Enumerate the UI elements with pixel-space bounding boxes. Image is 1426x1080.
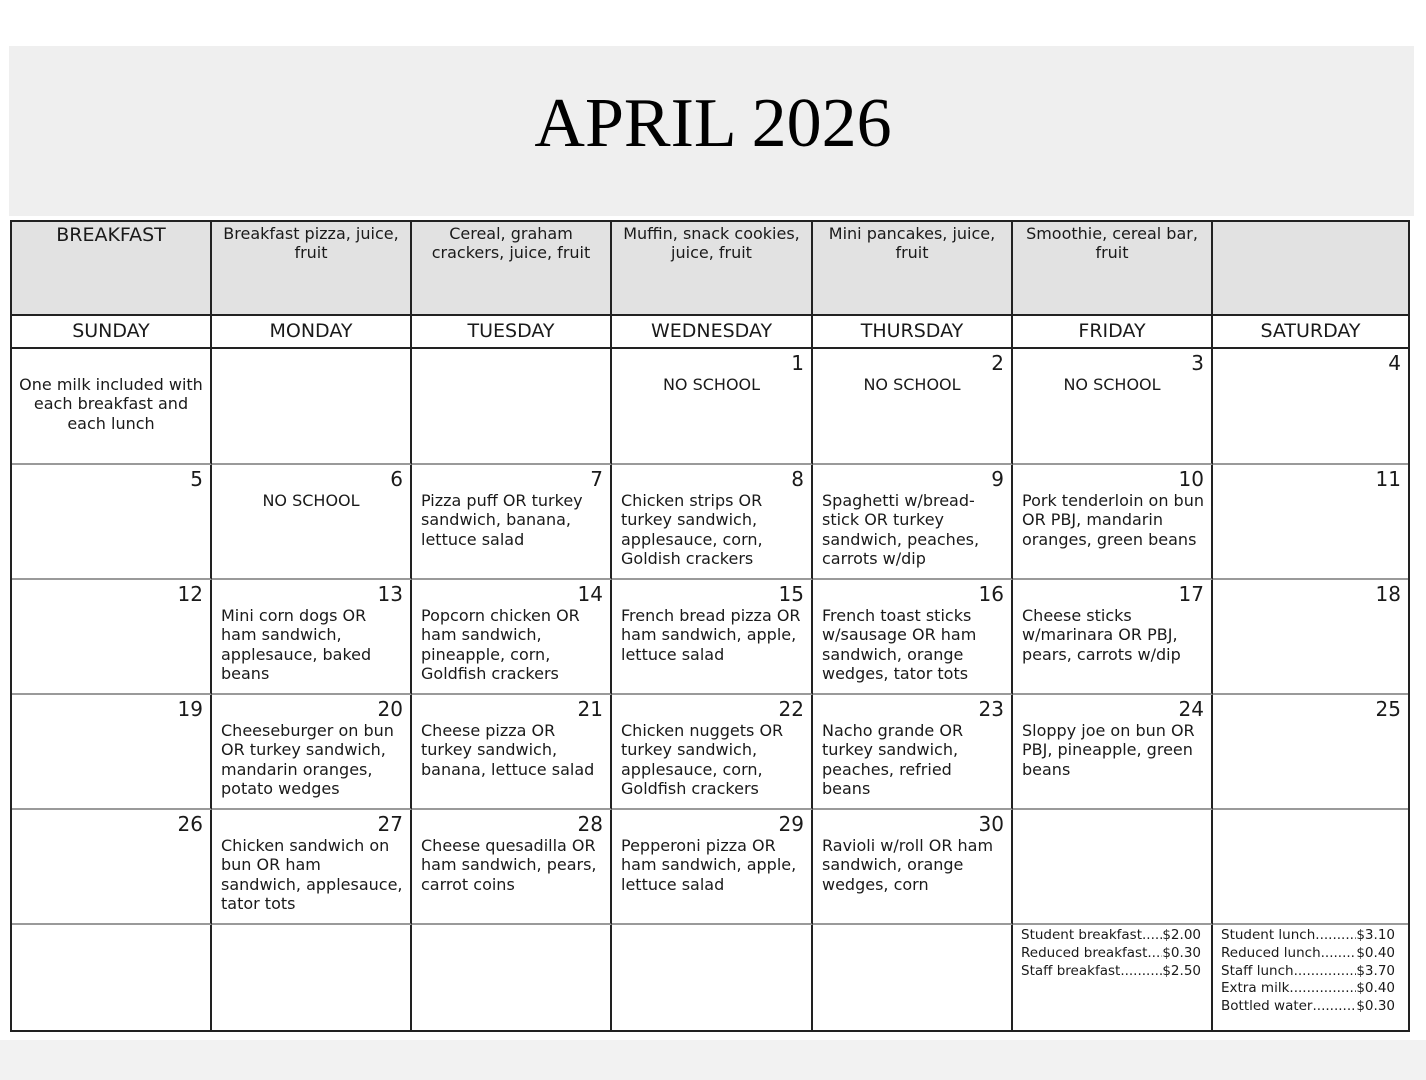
price-label: Student lunch [1221,927,1316,943]
dot-leader [1289,980,1356,998]
day-cell [1213,349,1408,465]
day-cell [212,695,412,810]
day-cell [1013,695,1213,810]
price-label: Staff lunch [1221,962,1294,979]
milk-note: One milk included with each breakfast and each lunch [19,375,203,433]
price-line [1221,927,1395,945]
breakfast-prices-cell [1013,925,1213,1030]
day-number: 1 [791,351,804,375]
day-number: 26 [177,812,203,836]
dot-leader [1315,927,1356,945]
day-cell [813,695,1013,810]
day-cell [412,465,612,580]
day-menu: Chicken sandwich on bun OR ham sandwich, applesauce, tator tots [221,836,403,913]
dot-leader [1294,963,1357,981]
day-menu: NO SCHOOL [262,491,360,510]
day-cell [12,465,212,580]
day-cell [1213,695,1408,810]
day-number: 16 [978,582,1004,606]
price-value: $0.30 [1356,998,1395,1015]
day-number: 4 [1388,351,1401,375]
day-cell [1013,810,1213,925]
day-menu: Pepperoni pizza OR ham sandwich, apple, lettuce salad [621,836,797,894]
lunch-price-list [1221,927,1395,1016]
day-menu: Popcorn chicken OR ham sandwich, pineapple, corn, Goldfish crackers [421,606,580,683]
price-label: Staff breakfast [1021,962,1121,979]
day-cell [612,465,813,580]
day-number: 7 [590,467,603,491]
price-label: Bottled water [1221,998,1313,1015]
price-value: $0.40 [1356,980,1395,997]
breakfast-price-list [1021,927,1201,980]
day-cell [813,580,1013,695]
day-menu: French bread pizza OR ham sandwich, apple, lettuce salad [621,606,801,664]
day-menu: Nacho grande OR turkey sandwich, peaches, refried beans [822,721,964,798]
day-cell [813,925,1013,1030]
price-label: Student breakfast [1021,927,1143,943]
day-number: 8 [791,467,804,491]
price-line [1021,963,1201,981]
day-menu: French toast sticks w/sausage OR ham sandwich, orange wedges, tator tots [822,606,977,683]
day-cell [612,349,813,465]
day-cell [212,580,412,695]
day-cell [412,349,612,465]
day-cell [412,580,612,695]
day-cell [412,925,612,1030]
price-line [1221,963,1395,981]
day-number: 2 [991,351,1004,375]
day-cell [612,810,813,925]
breakfast-wednesday: Muffin, snack cookies, juice, fruit [612,222,813,316]
day-cell [12,810,212,925]
day-menu: Cheese pizza OR turkey sandwich, banana, lettuce salad [421,721,595,779]
dot-leader [1147,945,1162,963]
day-number: 22 [778,697,804,721]
day-menu: Pork tenderloin on bun OR PBJ, mandarin oranges, green beans [1022,491,1204,549]
price-line [1221,998,1395,1016]
day-cell [612,580,813,695]
day-cell [212,465,412,580]
day-menu: Pizza puff OR turkey sandwich, banana, lettuce salad [421,491,583,549]
dayname-monday: MONDAY [212,316,412,349]
price-value: $3.10 [1356,927,1395,943]
day-cell [1013,349,1213,465]
day-number: 14 [577,582,603,606]
day-menu: Ravioli w/roll OR ham sandwich, orange wedges, corn [822,836,994,894]
page-title: APRIL 2026 [534,85,892,162]
day-cell [612,695,813,810]
day-cell [1213,810,1408,925]
day-cell [412,695,612,810]
price-line [1021,927,1201,945]
day-menu: Mini corn dogs OR ham sandwich, applesauce, baked beans [221,606,372,683]
dot-leader [1120,963,1162,981]
dayname-sunday: SUNDAY [12,316,212,349]
price-value: $2.00 [1162,927,1201,943]
day-cell [212,925,412,1030]
day-number: 11 [1375,467,1401,491]
day-number: 17 [1178,582,1204,606]
breakfast-label: BREAKFAST [56,224,166,246]
day-menu: Cheeseburger on bun OR turkey sandwich, mandarin oranges, potato wedges [221,721,394,798]
day-cell [813,465,1013,580]
price-label: Extra milk [1221,980,1290,997]
day-cell [813,810,1013,925]
breakfast-tuesday: Cereal, graham crackers, juice, fruit [412,222,612,316]
day-cell [1213,580,1408,695]
day-cell [1213,465,1408,580]
day-number: 12 [177,582,203,606]
day-menu: Chicken nuggets OR turkey sandwich, applesauce, corn, Goldfish crackers [621,721,784,798]
day-number: 27 [377,812,403,836]
price-label: Reduced breakfast [1021,944,1148,961]
day-number: 18 [1375,582,1401,606]
dayname-friday: FRIDAY [1013,316,1213,349]
day-number: 21 [577,697,603,721]
price-line [1221,945,1395,963]
day-number: 10 [1178,467,1204,491]
price-value: $0.30 [1162,944,1201,961]
day-number: 28 [577,812,603,836]
breakfast-monday: Breakfast pizza, juice, fruit [212,222,412,316]
dayname-thursday: THURSDAY [813,316,1013,349]
day-number: 15 [778,582,804,606]
day-cell [612,925,813,1030]
breakfast-friday: Smoothie, cereal bar, fruit [1013,222,1213,316]
day-number: 13 [377,582,403,606]
day-cell [212,349,412,465]
day-cell [813,349,1013,465]
day-cell [1013,465,1213,580]
day-cell [12,349,212,465]
day-menu: Chicken strips OR turkey sandwich, applesauce, corn, Goldish crackers [621,491,763,568]
day-number: 3 [1191,351,1204,375]
dot-leader [1142,927,1162,945]
day-number: 9 [991,467,1004,491]
day-cell [412,810,612,925]
dayname-saturday: SATURDAY [1213,316,1408,349]
day-menu: NO SCHOOL [662,375,761,394]
bottom-band [0,1040,1426,1080]
day-cell [1013,580,1213,695]
day-menu: Sloppy joe on bun OR PBJ, pineapple, green beans [1022,721,1195,779]
day-number: 6 [390,467,403,491]
day-cell [12,925,212,1030]
dayname-tuesday: TUESDAY [412,316,612,349]
day-menu: Cheese sticks w/marinara OR PBJ, pears, carrots w/dip [1022,606,1181,664]
calendar-grid [10,220,1410,1032]
day-number: 30 [978,812,1004,836]
price-label: Reduced lunch [1221,944,1321,961]
day-number: 5 [190,467,203,491]
price-line [1221,980,1395,998]
day-menu: NO SCHOOL [863,375,961,394]
price-value: $2.50 [1162,962,1201,979]
day-cell [12,695,212,810]
price-value: $0.40 [1356,944,1395,961]
day-cell [212,810,412,925]
price-value: $3.70 [1356,962,1395,979]
dot-leader [1313,998,1357,1016]
dot-leader [1321,945,1357,963]
breakfast-label-cell [12,222,212,316]
breakfast-saturday [1213,222,1408,316]
day-number: 24 [1178,697,1204,721]
day-number: 20 [377,697,403,721]
day-number: 23 [978,697,1004,721]
dayname-wednesday: WEDNESDAY [612,316,813,349]
day-number: 19 [177,697,203,721]
day-menu: NO SCHOOL [1063,375,1161,394]
lunch-prices-cell [1213,925,1408,1030]
breakfast-thursday: Mini pancakes, juice, fruit [813,222,1013,316]
day-cell [12,580,212,695]
day-number: 29 [778,812,804,836]
day-menu: Spaghetti w/bread-stick OR turkey sandwich, peaches, carrots w/dip [822,491,980,568]
price-line [1021,945,1201,963]
day-number: 25 [1375,697,1401,721]
day-menu: Cheese quesadilla OR ham sandwich, pears, carrot coins [421,836,597,894]
